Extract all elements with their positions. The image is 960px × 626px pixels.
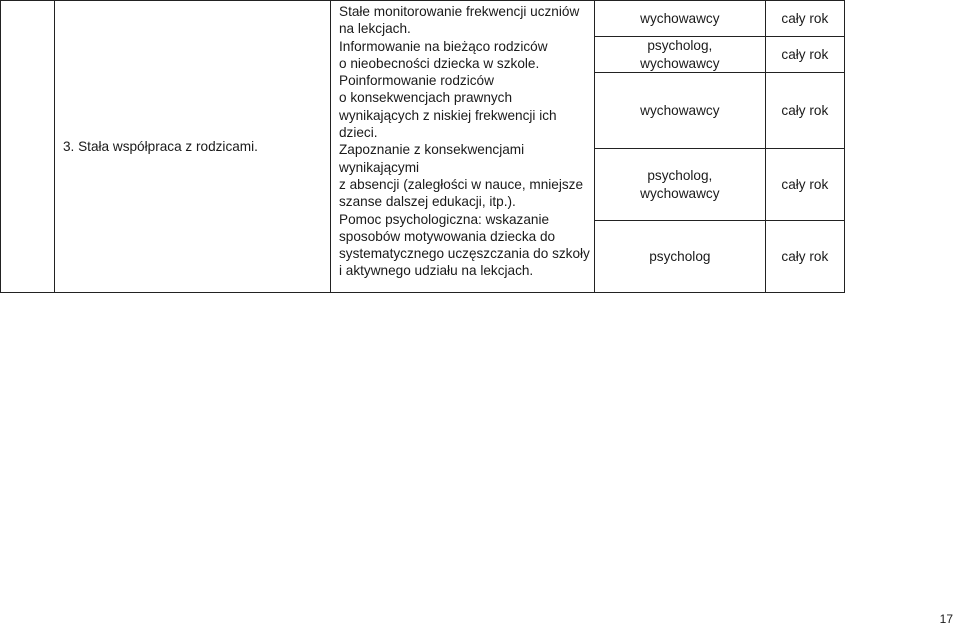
activity-line: szanse dalszej edukacji, itp.). [339, 194, 516, 210]
responsible-cell [594, 73, 765, 149]
activity-line: o nieobecności dziecka w szkole. [339, 55, 540, 71]
term-text: cały rok [781, 176, 829, 192]
page-number: 17 [939, 612, 953, 626]
area-cell [55, 1, 331, 293]
responsible-text: wychowawcy [640, 10, 720, 26]
activity-line: z absencji (zaległości w nauce, mniejsze [339, 176, 584, 192]
responsible-cell [594, 221, 765, 293]
activity-line: dzieci. [339, 125, 378, 141]
responsible-cell [594, 37, 765, 73]
activities-cell [331, 1, 595, 293]
responsible-text: wychowawcy [640, 185, 720, 201]
term-cell [765, 1, 844, 37]
responsible-cell [594, 1, 765, 37]
activity-line: Pomoc psychologiczna: wskazanie [339, 211, 550, 227]
term-text: cały rok [781, 46, 829, 62]
term-cell [765, 37, 844, 73]
term-cell [765, 149, 844, 221]
activity-line: Poinformowanie rodziców [339, 73, 494, 89]
term-text: cały rok [781, 102, 829, 118]
activity-line: i aktywnego udziału na lekcjach. [339, 263, 534, 279]
activity-line: o konsekwencjach prawnych [339, 90, 513, 106]
activity-line: systematycznego uczęszczania do szkoły [339, 246, 590, 262]
blank-cell [1, 1, 55, 293]
activity-line: Zapoznanie z konsekwencjami [339, 142, 525, 158]
activity-line: na lekcjach. [339, 21, 411, 37]
activity-line: wynikających z niskiej frekwencji ich [339, 107, 557, 123]
area-title: 3. Stała współpraca z rodzicami. [63, 138, 258, 154]
activity-line: Stałe monitorowanie frekwencji uczniów [339, 4, 580, 19]
term-text: cały rok [781, 248, 829, 264]
responsible-text: psycholog, [647, 168, 713, 184]
responsible-text: wychowawcy [640, 55, 720, 71]
responsible-text: psycholog, [647, 38, 713, 54]
term-text: cały rok [781, 10, 829, 26]
responsible-text: psycholog [649, 248, 711, 264]
table-row [1, 1, 845, 37]
activity-line: sposobów motywowania dziecka do [339, 228, 556, 244]
activity-line: wynikającymi [339, 159, 420, 175]
term-cell [765, 73, 844, 149]
plan-table [0, 0, 845, 293]
activity-line: Informowanie na bieżąco rodziców [339, 38, 548, 54]
responsible-cell [594, 149, 765, 221]
term-cell [765, 221, 844, 293]
responsible-text: wychowawcy [640, 102, 720, 118]
